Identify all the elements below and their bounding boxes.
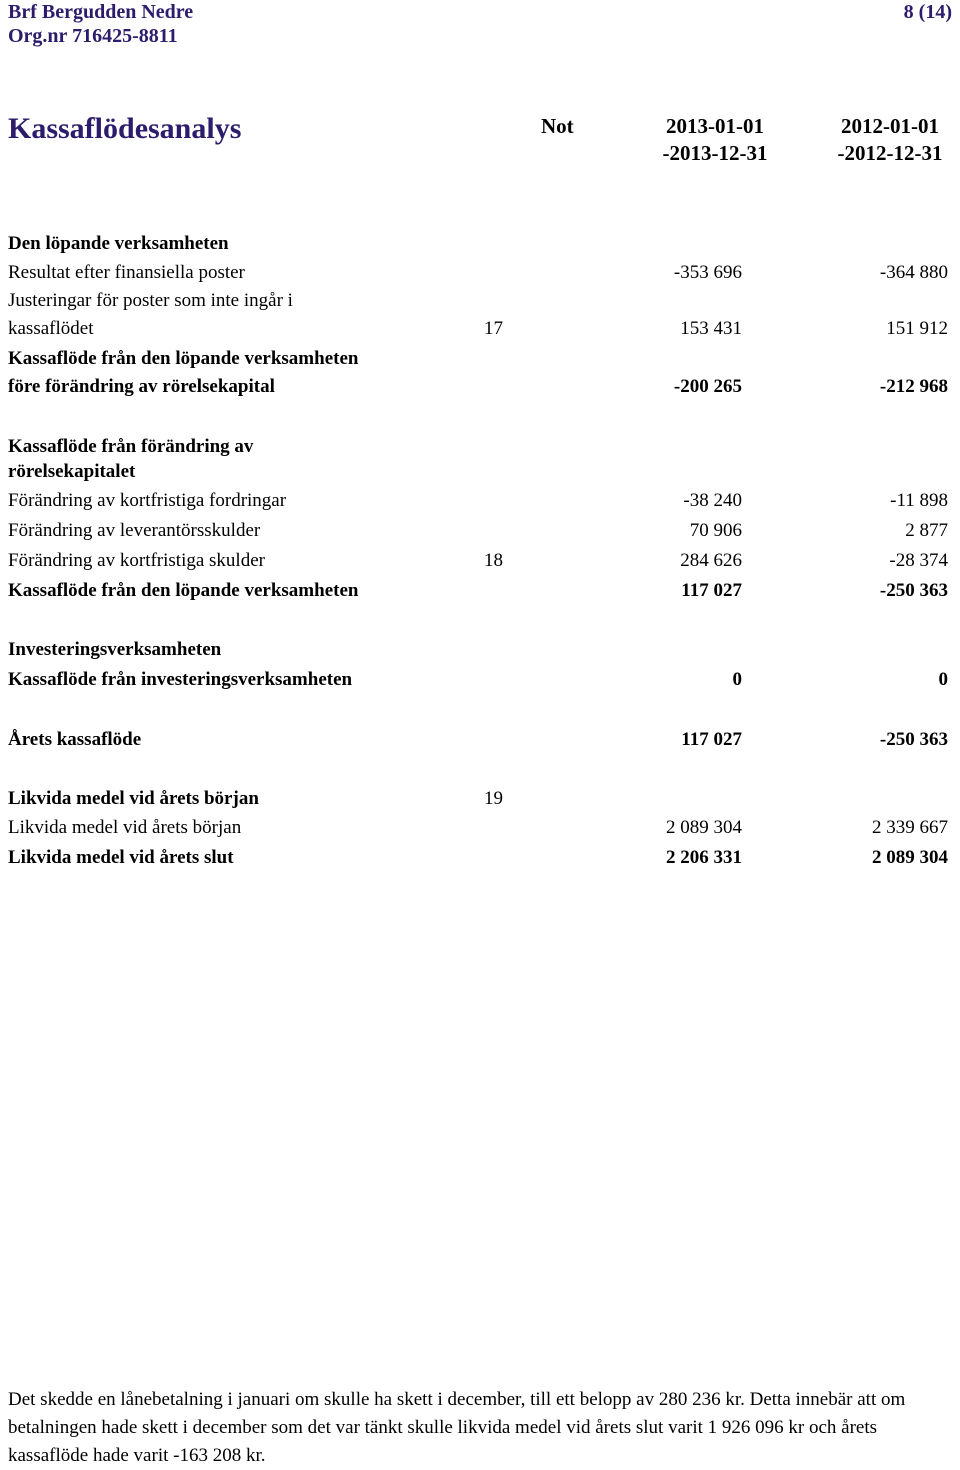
footer-note: Det skedde en lånebetalning i januari om skulle ha skett i december, till ett belopp av 280 236 kr. Detta innebär att om betalningen hade skett i december som det var tänkt skulle likvida medel vid årets slut varit 1 926 096 kr och årets kassaflöde hade varit -163 208 kr. bbox=[8, 1389, 906, 1466]
row-label: Likvida medel vid årets början bbox=[8, 788, 259, 809]
value-2013: 284 626 bbox=[680, 550, 742, 571]
value-2013: -200 265 bbox=[673, 376, 742, 397]
organization-number: Org.nr 716425-8811 bbox=[8, 25, 178, 47]
row-label: kassaflödet bbox=[8, 318, 94, 339]
page-title: Kassaflödesanalys bbox=[8, 112, 242, 145]
value-2013: -38 240 bbox=[683, 490, 742, 511]
value-2012: 2 339 667 bbox=[872, 817, 948, 838]
value-2012: -212 968 bbox=[879, 376, 948, 397]
row-label: före förändring av rörelsekapital bbox=[8, 376, 275, 397]
row-label: Resultat efter finansiella poster bbox=[8, 262, 245, 283]
value-2013: 153 431 bbox=[680, 318, 742, 339]
value-2013: 2 089 304 bbox=[666, 817, 742, 838]
value-2013: -353 696 bbox=[673, 262, 742, 283]
value-2013: 117 027 bbox=[681, 580, 742, 601]
value-2012: -250 363 bbox=[879, 580, 948, 601]
value-2013: 70 906 bbox=[689, 520, 742, 541]
value-2012: -11 898 bbox=[890, 490, 948, 511]
column-header-2012-start: 2012-01-01 bbox=[841, 114, 939, 138]
organization-name: Brf Bergudden Nedre bbox=[8, 1, 194, 23]
value-2012: -364 880 bbox=[879, 262, 948, 283]
column-header-2013-start: 2013-01-01 bbox=[666, 114, 764, 138]
value-2013: 0 bbox=[732, 669, 742, 690]
note-reference: 19 bbox=[484, 788, 503, 809]
section-heading-working-capital-cont: rörelsekapitalet bbox=[8, 461, 136, 482]
note-reference: 18 bbox=[484, 550, 503, 571]
row-label: Kassaflöde från den löpande verksamheten bbox=[8, 348, 359, 369]
row-label: Likvida medel vid årets början bbox=[8, 817, 242, 838]
row-label: Förändring av kortfristiga fordringar bbox=[8, 490, 287, 511]
section-heading-operating: Den löpande verksamheten bbox=[8, 233, 229, 254]
value-2013: 2 206 331 bbox=[666, 847, 742, 868]
note-reference: 17 bbox=[484, 318, 503, 339]
row-label: Justeringar för poster som inte ingår i bbox=[8, 290, 293, 311]
page-number: 8 (14) bbox=[903, 1, 952, 23]
row-label: Kassaflöde från investeringsverksamheten bbox=[8, 669, 353, 690]
value-2012: -28 374 bbox=[889, 550, 948, 571]
value-2012: 2 089 304 bbox=[872, 847, 948, 868]
value-2012: 2 877 bbox=[905, 520, 948, 541]
row-label: Förändring av leverantörsskulder bbox=[8, 520, 261, 541]
column-header-2013-end: -2013-12-31 bbox=[662, 141, 768, 165]
value-2012: 151 912 bbox=[886, 318, 948, 339]
row-label: Årets kassaflöde bbox=[8, 729, 142, 750]
value-2012: -250 363 bbox=[879, 729, 948, 750]
column-header-2012-end: -2012-12-31 bbox=[837, 141, 943, 165]
section-heading-working-capital: Kassaflöde från förändring av bbox=[8, 436, 254, 457]
value-2013: 117 027 bbox=[681, 729, 742, 750]
value-2012: 0 bbox=[938, 669, 948, 690]
row-label: Likvida medel vid årets slut bbox=[8, 847, 234, 868]
section-heading-investing: Investeringsverksamheten bbox=[8, 639, 222, 660]
row-label: Kassaflöde från den löpande verksamheten bbox=[8, 580, 359, 601]
note-column-header: Not bbox=[541, 114, 574, 138]
row-label: Förändring av kortfristiga skulder bbox=[8, 550, 265, 571]
